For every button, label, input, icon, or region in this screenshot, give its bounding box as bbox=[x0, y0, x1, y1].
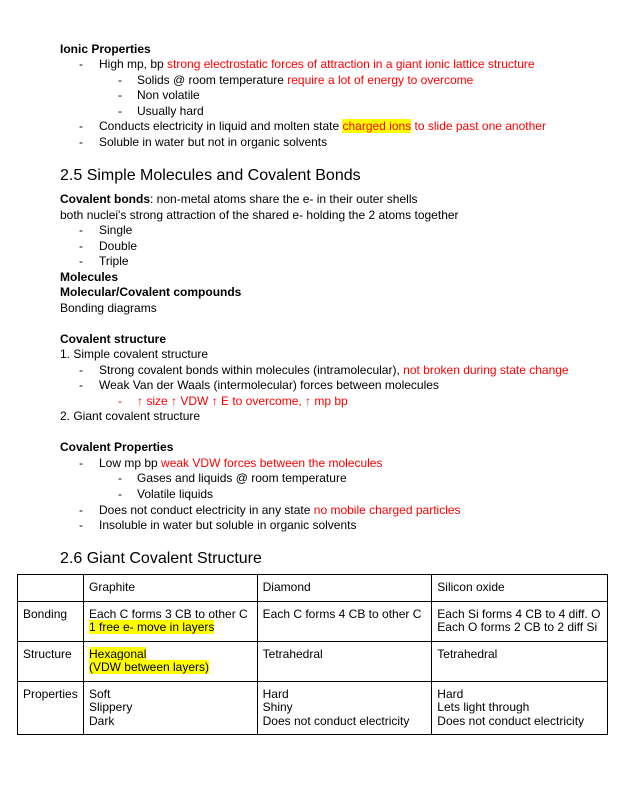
insoluble-bullet: Insoluble in water but soluble in organic solvents bbox=[99, 518, 357, 532]
weak-vdw-bullet: Weak Van der Waals (intermolecular) forces between molecules bbox=[99, 378, 439, 392]
cell-properties-diamond: Hard Shiny Does not conduct electricity bbox=[257, 681, 432, 735]
cell-properties-silicon-oxide: Hard Lets light through Does not conduct electricity bbox=[432, 681, 608, 735]
bond-type-triple: Triple bbox=[99, 254, 129, 268]
low-mp-bullet: Low mp bp weak VDW forces between the molecules bbox=[99, 456, 383, 470]
cell-bonding-diamond: Each C forms 4 CB to other C bbox=[257, 601, 432, 641]
bullet-dash: - bbox=[118, 104, 122, 118]
molecular-compounds-heading: Molecular/Covalent compounds bbox=[60, 285, 242, 299]
bullet-dash: - bbox=[79, 119, 83, 133]
bullet-dash: - bbox=[79, 239, 83, 253]
giant-covalent: 2. Giant covalent structure bbox=[60, 409, 201, 423]
bonding-diagrams: Bonding diagrams bbox=[60, 301, 157, 315]
bullet-dash: - bbox=[79, 378, 83, 392]
row-label-properties: Properties bbox=[18, 681, 84, 735]
cell-structure-graphite: Hexagonal (VDW between layers) bbox=[83, 641, 257, 681]
cell-structure-diamond: Tetrahedral bbox=[257, 641, 432, 681]
bullet-dash: - bbox=[118, 88, 122, 102]
cell-properties-graphite: Soft Slippery Dark bbox=[83, 681, 257, 735]
vdw-trend: ↑ size ↑ VDW ↑ E to overcome, ↑ mp bp bbox=[137, 394, 348, 408]
row-label-bonding: Bonding bbox=[18, 601, 84, 641]
table-row-bonding bbox=[18, 601, 608, 641]
bullet-dash: - bbox=[79, 254, 83, 268]
row-label-structure: Structure bbox=[18, 641, 84, 681]
covalent-properties-heading: Covalent Properties bbox=[60, 440, 174, 454]
ionic-bullet-1: High mp, bp strong electrostatic forces of attraction in a giant ionic lattice structure bbox=[99, 57, 535, 71]
cell-bonding-graphite: Each C forms 3 CB to other C 1 free e- move in layers bbox=[83, 601, 257, 641]
bond-type-double: Double bbox=[99, 239, 138, 253]
table-row-properties bbox=[18, 681, 608, 735]
ionic-sub-1: Solids @ room temperature require a lot of energy to overcome bbox=[137, 73, 474, 87]
ionic-bullet-2: Conducts electricity in liquid and molten state charged ions to slide past one another bbox=[99, 119, 546, 133]
table-header-graphite: Graphite bbox=[83, 575, 257, 602]
cell-structure-silicon-oxide: Tetrahedral bbox=[432, 641, 608, 681]
bullet-dash: - bbox=[79, 518, 83, 532]
ionic-title: Ionic Properties bbox=[60, 42, 151, 56]
bullet-dash: - bbox=[79, 135, 83, 149]
covalent-definition-2: both nuclei's strong attraction of the shared e- holding the 2 atoms together bbox=[60, 208, 459, 222]
bullet-dash: - bbox=[118, 471, 122, 485]
bullet-dash: - bbox=[79, 223, 83, 237]
table-row-structure bbox=[18, 641, 608, 681]
bullet-dash: - bbox=[79, 57, 83, 71]
strong-covalent-bullet: Strong covalent bonds within molecules (intramolecular), not broken during state change bbox=[99, 363, 569, 377]
table-header-row bbox=[18, 575, 608, 602]
table-header-silicon-oxide: Silicon oxide bbox=[432, 575, 608, 602]
ionic-sub-2: Non volatile bbox=[137, 88, 200, 102]
covalent-structure-heading: Covalent structure bbox=[60, 332, 167, 346]
bullet-dash: - bbox=[79, 503, 83, 517]
bullet-dash: - bbox=[118, 73, 122, 87]
bullet-dash: - bbox=[79, 456, 83, 470]
covalent-definition: Covalent bonds: non-metal atoms share the e- in their outer shells bbox=[60, 192, 418, 206]
table-header-diamond: Diamond bbox=[257, 575, 432, 602]
cell-bonding-silicon-oxide: Each Si forms 4 CB to 4 diff. O Each O forms 2 CB to 2 diff Si bbox=[432, 601, 608, 641]
section-heading-2-6: 2.6 Giant Covalent Structure bbox=[60, 550, 262, 567]
table-cell bbox=[18, 575, 84, 602]
bullet-dash: - bbox=[118, 487, 122, 501]
molecules-heading: Molecules bbox=[60, 270, 119, 284]
no-conduct-bullet: Does not conduct electricity in any state no mobile charged particles bbox=[99, 503, 461, 517]
bullet-dash: - bbox=[79, 363, 83, 377]
section-heading-2-5: 2.5 Simple Molecules and Covalent Bonds bbox=[60, 167, 361, 184]
ionic-bullet-3: Soluble in water but not in organic solvents bbox=[99, 135, 328, 149]
ionic-sub-3: Usually hard bbox=[137, 104, 204, 118]
bullet-dash: - bbox=[118, 394, 122, 408]
bond-type-single: Single bbox=[99, 223, 133, 237]
giant-covalent-table bbox=[17, 574, 608, 735]
gases-liquids: Gases and liquids @ room temperature bbox=[137, 471, 347, 485]
volatile-liquids: Volatile liquids bbox=[137, 487, 214, 501]
simple-covalent: 1. Simple covalent structure bbox=[60, 347, 209, 361]
